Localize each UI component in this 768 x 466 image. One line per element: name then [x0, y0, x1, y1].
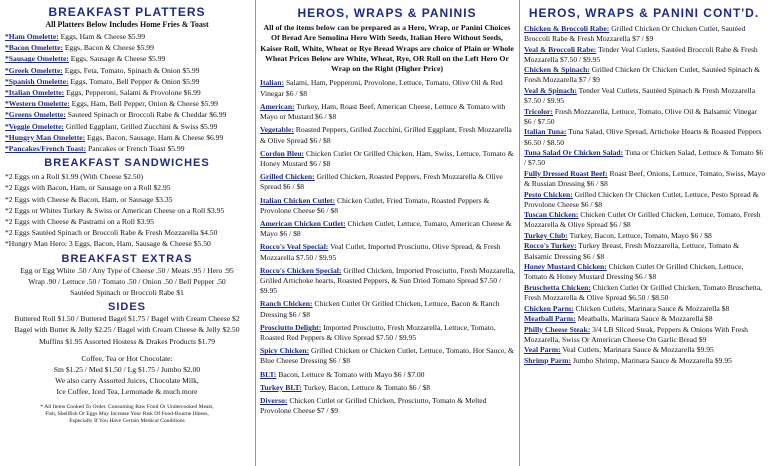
menu-item: Veal Parm: Veal Cutlets, Marinara Sauce & Mozzarella $9.95: [524, 345, 714, 355]
bread-choices-intro: All of the items below can be prepared as a Hero, Wrap, or Panini Choices Of Bread Are Semolina Hero With Seeds, Italian Hero Without Seeds, Kaiser Roll, White, Wheat or Rye Bread Wraps are choice of Plain or Whole Wheat Prices Below are White, Wheat, Rye, OR Roll on the Left Hero Or Wrap on the Right (Higher Price): [260, 23, 514, 74]
platter-item: *Sausage Omelette: Eggs, Sausage & Cheese $5.99: [5, 54, 166, 64]
breakfast-extras-title: BREAKFAST EXTRAS: [61, 252, 193, 265]
menu-item: American Chicken Cutlet: Chicken Cutlet, Lettuce, Tomato, American Cheese & Mayo $6 / $8: [260, 218, 512, 239]
platter-item: *Bacon Omelette: Eggs, Bacon & Cheese $5.99: [5, 43, 154, 53]
sides-line: Buttered Roll $1.50 / Buttered Bagel $1.75 / Bagel with Cream Cheese $2: [14, 314, 240, 324]
menu-item: American: Turkey, Ham, Roast Beef, American Cheese, Lettuce & Tomato with Mayo or Mustard $6 / $8: [260, 101, 506, 122]
breakfast-sandwiches-section: [0, 157, 254, 249]
sandwich-item: *Hungry Man Hero: 3 Eggs, Bacon, Ham, Sausage & Cheese $5.50: [5, 239, 211, 249]
sandwich-item: *2 Eggs on a Roll $1.99 (With Cheese $2.50): [5, 172, 144, 182]
menu-item: Turkey Club: Turkey, Bacon, Lettuce, Tomato, Mayo $6 / $8: [524, 230, 712, 240]
menu-item: Turkey BLT: Turkey, Bacon, Lettuce & Tomato $6 / $8: [260, 382, 431, 392]
menu-item: Meatball Parm: Meatballs, Marinara Sauce & Mozzarella $8: [524, 314, 713, 324]
platter-item: *Ham Omelette: Eggs, Ham & Cheese $5.99: [5, 32, 146, 41]
breakfast-platters-title: BREAKFAST PLATTERS: [48, 5, 206, 19]
sandwich-item: *2 Eggs with Cheese & Bacon, Ham, or Sausage $3.35: [5, 194, 173, 204]
menu-item: Veal & Broccoli Rabe: Tender Veal Cutlets, Sautéed Broccoli Rabe & Fresh Mozzarella $7.50 / $9.95: [524, 44, 758, 64]
sides-line: Muffins $1.95 Assorted Hostess & Drakes Products $1.79: [39, 336, 215, 346]
platter-item: *Spanish Omelette: Eggs, Tomato, Bell Pepper & Onion $5.99: [5, 76, 200, 86]
menu-item: Chicken Parm: Chicken Cutlets, Marinara Sauce & Mozzarella $8: [524, 303, 730, 313]
food-safety-disclaimer: * All Items Cooked To Order. Consuming Raw Food Or Undercooked Meats, Fish, Shellfish Or Eggs May Increase Your Risk Of Food-Bourne Illness, Especially If You Have Certain Medical Conditions: [40, 403, 214, 424]
breakfast-column: [0, 0, 254, 466]
sides-line: Bagel with Butter & Jelly $2.25 / Bagel with Cream Cheese & Jelly $2.50: [14, 325, 240, 335]
platter-item: *Hungry Man Omelette: Eggs, Bacon, Sausage, Ham & Cheese $6.99: [5, 132, 224, 142]
menu-item: Tuna Salad Or Chicken Salad: Tuna or Chicken Salad, Lettuce & Tomato $6 / $7.50: [524, 148, 764, 168]
drinks-line: We also carry Assorted Juices, Chocolate Milk,: [55, 376, 199, 386]
menu-item: Shrimp Parm: Jumbo Shrimp, Marinara Sauce & Mozzarella $9.95: [524, 356, 732, 365]
sandwich-item: *2 Eggs with Cheese & Pastrami on a Roll $3.95: [5, 217, 154, 227]
menu-item: Tricolor: Fresh Mozzarella, Lettuce, Tomato, Olive Oil & Balsamic Vinegar $6 / $7.50: [524, 106, 758, 126]
heros-title: HEROS, WRAPS & PANINIS: [297, 6, 477, 20]
platter-item: *Greek Omelette: Eggs, Feta, Tomato, Spinach & Onion $5.99: [5, 65, 200, 75]
platter-item: *Western Omelette: Eggs, Ham, Bell Pepper, Onion & Cheese $5.99: [5, 99, 218, 109]
heros-column: [256, 0, 518, 466]
menu-item: Rocco's Veal Special: Veal Cutlet, Imported Prosciutto, Olive Spread, & Fresh Mozzarella $7.50 / $9.95: [260, 242, 501, 262]
menu-item: Prosciutto Delight: Imported Prosciutto, Fresh Mozzarella, Lettuce, Tomato, Roasted Red Peppers & Olive Spread $7.50 / $9.95: [260, 322, 496, 342]
sandwich-item: *2 Eggs Sautéed Spinach or Broccoli Rabe & Fresh Mozzarella $4.50: [5, 228, 218, 238]
drinks-line: Coffee, Tea or Hot Chocolate:: [81, 353, 173, 363]
menu-item: Honey Mustard Chicken: Chicken Cutlet Or Grilled Chicken, Lettuce, Tomato & Honey Mustard Dressing $6 / $8: [524, 262, 744, 282]
platter-item: *Italian Omelette: Eggs, Pepperoni, Salami & Provolone $6.99: [5, 88, 201, 98]
menu-item: Pesto Chicken: Grilled Chicken Or Chicken Cutlet, Lettuce, Pesto Spread & Provolone Cheese $6 / $8: [524, 189, 759, 209]
menu-item: BLT: Bacon, Lettuce & Tomato with Mayo $6 / $7.00: [260, 369, 425, 379]
platter-item: *Greens Omelette: Sauteed Spinach or Broccoli Rabe & Cheddar $6.99: [5, 110, 227, 120]
platter-item: *Pancakes/French Toast: Pancakes or French Toast $5.99: [5, 144, 185, 154]
drinks-line: Ice Coffee, Iced Tea, Lemonade & much more: [56, 387, 198, 397]
menu-item: Diverso: Chicken Cutlet or Grilled Chicken, Prosciutto, Tomato & Melted Provolone Cheese $7 / $9: [260, 395, 487, 416]
platter-item: *Veggie Omelette: Grilled Eggplant, Grilled Zucchini & Swiss $5.99: [5, 121, 218, 131]
sides-section: [0, 301, 254, 397]
menu-item: Tuscan Chicken: Chicken Cutlet Or Grilled Chicken, Lettuce, Tomato, Fresh Mozzarella & Olive Spread $6 / $8: [524, 210, 761, 230]
breakfast-sandwiches-title: BREAKFAST SANDWICHES: [44, 157, 210, 170]
heros-continued-title: HEROS, WRAPS & PANINI CONT'D.: [528, 6, 760, 20]
sides-title: SIDES: [107, 301, 146, 314]
menu-item: Italian Chicken Cutlet: Chicken Cutlet, Fried Tomato, Roasted Peppers & Provolone Cheese $6 / $8: [260, 195, 490, 215]
menu-item: Chicken & Spinach: Grilled Chicken Or Chicken Cutlet, Sautéed Spinach & Fresh Mozzarella $7 / $9: [524, 65, 761, 85]
sandwich-item: *2 Eggs with Bacon, Ham, or Sausage on a Roll $2.95: [5, 183, 171, 193]
menu-item: Spicy Chicken: Grilled Chicken or Chicken Cutlet, Lettuce, Tomato, Hot Sauce, & Blue Cheese Dressing $6 / $8: [260, 346, 514, 366]
menu-item: Cordon Bleu: Chicken Cutlet Or Grilled Chicken, Ham, Swiss, Lettuce, Tomato & Honey Mustard $6 / $8: [260, 148, 514, 168]
extras-line: Wrap .90 / Lettuce .50 / Tomato .50 / Onion .50 / Bell Pepper .50: [28, 276, 226, 286]
menu-item: Vegetable: Roasted Peppers, Grilled Zucchini, Grilled Eggplant, Fresh Mozzarella & Olive Spread $6 / $8: [260, 125, 512, 145]
sandwich-item: *2 Eggs or Whites Turkey & Swiss or American Cheese on a Roll $3.95: [5, 205, 225, 215]
menu-item: Grilled Chicken: Grilled Chicken, Roasted Peppers, Fresh Mozzarella & Olive Spread $6 / $8: [260, 172, 503, 192]
menu-item: Rocco's Chicken Special: Grilled Chicken, Imported Prosciutto, Fresh Mozzarella, Grilled Artichoke hearts, Roasted Peppers, & Sun Dried Tomato Spread $7.50 / $9.95: [260, 265, 515, 296]
menu-item: Fully Dressed Roast Beef: Roast Beef, Onions, Lettuce, Tomato, Swiss, Mayo & Russian Dressing $6 / $8: [524, 168, 766, 188]
menu-item: Ranch Chicken: Chicken Cutlet Or Grilled Chicken, Lettuce, Bacon & Ranch Dressing $6 / $8: [260, 299, 500, 319]
platters-list: [0, 31, 254, 154]
heros-continued-column: [520, 0, 768, 466]
breakfast-extras-section: [0, 253, 254, 299]
menu-item: Rocco's Turkey: Turkey Breast, Fresh Mozzarella, Lettuce, Tomato & Balsamic Dressing $6 / $8: [524, 241, 740, 261]
extras-line: Sautéed Spinach or Broccoli Rabe $1: [70, 288, 184, 298]
menu-item: Chicken & Broccoli Rabe: Grilled Chicken Or Chicken Cutlet, Sautéed Broccoli Rabe & Fresh Mozzarella $7 / $9: [524, 24, 746, 44]
menu-item: Italian: Salami, Ham, Pepperoni, Provolone, Lettuce, Tomato, Olive Oil & Red Vinegar $6 / $8: [260, 78, 503, 98]
menu-item: Bruschetta Chicken: Chicken Cutlet Or Grilled Chicken, Tomato Bruschetta, Fresh Mozzarella & Olive Spread $6.50 / $8.50: [524, 282, 763, 302]
menu-item: Italian Tuna: Tuna Salad, Olive Spread, Artichoke Hearts & Roasted Peppers $6.50 / $8.50: [524, 127, 762, 147]
extras-line: Egg or Egg White .50 / Any Type of Cheese .50 / Meats .95 / Hero .95: [20, 265, 234, 275]
drinks-line: Sm $1.25 / Med $1.50 / Lg $1.75 / Jumbo $2.00: [53, 365, 201, 375]
menu-item: Veal & Spinach: Tender Veal Cutlets, Sautéed Spinach & Fresh Mozzarella $7.50 / $9.95: [524, 86, 756, 106]
menu-item: Philly Cheese Steak: 3/4 LB Sliced Steak, Peppers & Onions With Fresh Mozzarella, Swiss Or American Cheese On Garlic Bread $9: [524, 324, 748, 344]
platters-subtitle: All Platters Below Includes Home Fries & Toast: [45, 20, 209, 29]
